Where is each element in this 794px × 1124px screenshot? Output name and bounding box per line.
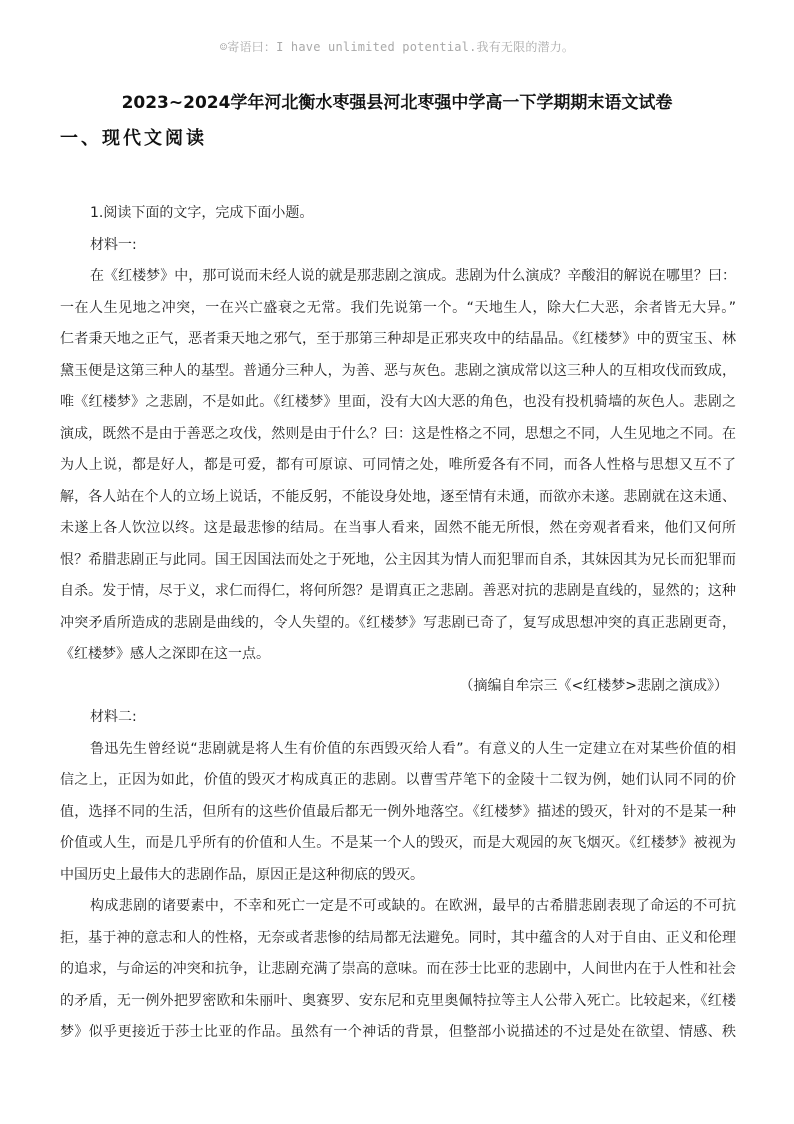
- paragraph-line: 演成，既然不是由于善恶之攻伐，然则是由于什么？曰：这是性格之不同，思想之不同，人生见地之不同。在: [60, 425, 736, 442]
- paragraph-line: 冲突矛盾所造成的悲剧是曲线的，令人失望的。《红楼梦》写悲剧已奇了，复写成思想冲突的真正悲剧更奇，: [60, 614, 736, 631]
- paragraph-line: 价值或人生，而是几乎所有的价值和人生。不是某一个人的毁灭，而是大观园的灰飞烟灭。《红楼梦》被视为: [60, 835, 736, 851]
- paragraph-line: 信之上，正因为如此，价值的毁灭才构成真正的悲剧。以曹雪芹笔下的金陵十二钗为例，她们认同不同的价: [60, 772, 736, 788]
- paragraph-line: 拒，基于神的意志和人的性格，无奈或者悲惨的结局都无法避免。同时，其中蕴含的人对于自由、正义和伦理: [60, 929, 736, 946]
- paragraph-line: 自杀。发于情，尽于义，求仁而得仁，将何所怨？是谓真正之悲剧。善恶对抗的悲剧是直线的，显然的；这种: [60, 583, 736, 599]
- section-title: 一、现代文阅读: [60, 128, 207, 149]
- header-note: ☺寄语曰：I have unlimited potential.我有无限的潜力。: [219, 40, 575, 54]
- document-body: [60, 198, 736, 1049]
- paragraph-line: 在《红楼梦》中，那可说而未经人说的就是那悲剧之演成。悲剧为什么演成？辛酸泪的解说在哪里？曰：: [90, 268, 736, 284]
- paragraph-line: 黛玉便是这第三种人的基型。普通分三种人，为善、恶与灰色。悲剧之演成常以这三种人的互相攻伐而致成，: [60, 362, 736, 379]
- paragraph-line: 解，各人站在个人的立场上说话，不能反躬，不能设身处地，逐至情有未通，而欲亦未遂。悲剧就在这未通、: [60, 488, 736, 505]
- paragraph-line: 为人上说，都是好人，都是可爱，都有可原谅、可同情之处，唯所爱各有不同，而各人性格与思想又互不了: [60, 457, 736, 473]
- paragraph-line: 的追求，与命运的冲突和抗争，让悲剧充满了崇高的意味。而在莎士比亚的悲剧中，人间世内在于人性和社会: [60, 961, 736, 977]
- paragraph-line: 中国历史上最伟大的悲剧作品，原因正是这种彻底的毁灭。: [60, 866, 424, 883]
- paragraph-line: 唯《红楼梦》之悲剧，不是如此。《红楼梦》里面，没有大凶大恶的角色，也没有投机骑墙的灰色人。悲剧之: [60, 394, 736, 410]
- paragraph-line: 鲁迅先生曾经说“悲剧就是将人生有价值的东西毁灭给人看”。有意义的人生一定建立在对某些价值的相: [90, 740, 736, 757]
- material-two-label: 材料二:: [90, 709, 137, 725]
- paragraph-line: 构成悲剧的诸要素中，不幸和死亡一定是不可或缺的。在欧洲，最早的古希腊悲剧表现了命运的不可抗: [90, 898, 736, 914]
- doc-title: 2023~2024学年河北衡水枣强县河北枣强中学高一下学期期末语文试卷: [121, 93, 673, 113]
- source-citation: （摘编自牟宗三《<红楼梦>悲剧之演成》）: [459, 677, 728, 694]
- paragraph-line: 值，选择不同的生活，但所有的这些价值最后都无一例外地落空。《红楼梦》描述的毁灭，针对的不是某一种: [60, 803, 736, 820]
- paragraph-line: 《红楼梦》感人之深即在这一点。: [60, 646, 270, 662]
- paragraph-line: 梦》似乎更接近于莎士比亚的作品。虽然有一个神话的背景，但整部小说描述的不过是处在欲望、情感、秩: [60, 1024, 736, 1040]
- paragraph-line: 仁者秉天地之正气，恶者秉天地之邪气，至于那第三种却是正邪夹攻中的结晶品。《红楼梦》中的贾宝玉、林: [60, 331, 736, 347]
- material-one-label: 材料一:: [90, 236, 137, 253]
- paragraph-line: 的矛盾，无一例外把罗密欧和朱丽叶、奥赛罗、安东尼和克里奥佩特拉等主人公带入死亡。比较起来，《红楼: [60, 992, 736, 1009]
- question-intro: 1.阅读下面的文字，完成下面小题。: [90, 205, 314, 221]
- paragraph-line: 一在人生见地之冲突，一在兴亡盛衰之无常。我们先说第一个。“天地生人，除大仁大恶，余者皆无大异。”: [60, 299, 736, 316]
- paragraph-line: 未遂上各人饮泣以终。这是最悲惨的结局。在当事人看来，固然不能无所恨，然在旁观者看来，他们又何所: [60, 520, 736, 536]
- paragraph-line: 恨？希腊悲剧正与此同。国王因国法而处之于死地，公主因其为情人而犯罪而自杀，其妹因其为兄长而犯罪而: [60, 551, 736, 568]
